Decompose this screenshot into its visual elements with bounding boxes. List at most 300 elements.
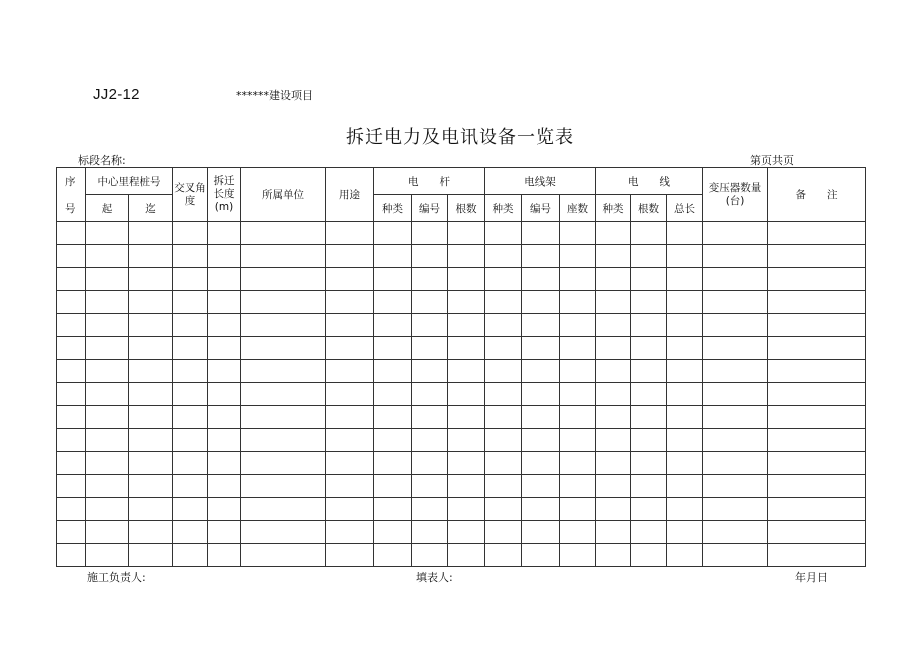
table-cell[interactable]: [241, 291, 326, 314]
table-cell[interactable]: [485, 475, 522, 498]
table-cell[interactable]: [241, 429, 326, 452]
table-cell[interactable]: [173, 222, 208, 245]
table-cell[interactable]: [703, 245, 768, 268]
table-cell[interactable]: [412, 383, 448, 406]
table-cell[interactable]: [412, 291, 448, 314]
table-cell[interactable]: [631, 475, 667, 498]
table-cell[interactable]: [560, 245, 596, 268]
table-cell[interactable]: [631, 337, 667, 360]
table-cell[interactable]: [129, 383, 173, 406]
table-cell[interactable]: [631, 498, 667, 521]
table-cell[interactable]: [667, 314, 703, 337]
table-cell[interactable]: [129, 498, 173, 521]
seq-header: [57, 168, 86, 222]
table-cell[interactable]: [86, 521, 129, 544]
table-cell[interactable]: [667, 337, 703, 360]
table-cell[interactable]: [57, 360, 86, 383]
table-cell[interactable]: [768, 383, 866, 406]
table-cell[interactable]: [522, 337, 560, 360]
table-cell[interactable]: [522, 268, 560, 291]
table-cell[interactable]: [703, 268, 768, 291]
table-cell[interactable]: [57, 314, 86, 337]
table-cell[interactable]: [596, 245, 631, 268]
table-cell[interactable]: [374, 360, 412, 383]
page-title: 拆迁电力及电讯设备一览表: [346, 127, 574, 148]
table-cell[interactable]: [631, 521, 667, 544]
table-cell[interactable]: [485, 498, 522, 521]
table-cell[interactable]: [57, 452, 86, 475]
table-cell[interactable]: [485, 245, 522, 268]
table-cell[interactable]: [208, 383, 241, 406]
table-cell[interactable]: [374, 268, 412, 291]
table-cell[interactable]: [129, 452, 173, 475]
table-cell[interactable]: [173, 429, 208, 452]
pole-group-header: 电 杆: [374, 168, 485, 195]
table-cell[interactable]: [57, 406, 86, 429]
table-cell[interactable]: [129, 544, 173, 567]
table-cell[interactable]: [208, 245, 241, 268]
table-cell[interactable]: [485, 429, 522, 452]
pole-count-header: 根数: [448, 195, 485, 222]
table-cell[interactable]: [485, 452, 522, 475]
table-cell[interactable]: [374, 383, 412, 406]
table-cell[interactable]: [374, 245, 412, 268]
table-cell[interactable]: [596, 337, 631, 360]
table-cell[interactable]: [485, 268, 522, 291]
table-cell[interactable]: [560, 544, 596, 567]
table-cell[interactable]: [448, 245, 485, 268]
table-cell[interactable]: [326, 406, 374, 429]
table-cell[interactable]: [448, 475, 485, 498]
table-cell[interactable]: [522, 291, 560, 314]
table-cell[interactable]: [596, 498, 631, 521]
table-cell[interactable]: [596, 452, 631, 475]
table-cell[interactable]: [173, 314, 208, 337]
demolish-length-header: [208, 168, 241, 222]
table-cell[interactable]: [374, 337, 412, 360]
demolish-line3: (m): [214, 201, 234, 213]
table-cell[interactable]: [241, 268, 326, 291]
table-cell[interactable]: [560, 498, 596, 521]
section-name-label: 标段名称:: [78, 154, 126, 167]
table-cell[interactable]: [86, 314, 129, 337]
table-cell[interactable]: [412, 475, 448, 498]
table-cell[interactable]: [667, 268, 703, 291]
table-cell[interactable]: [412, 222, 448, 245]
table-cell[interactable]: [241, 498, 326, 521]
line-kind-header: 种类: [596, 195, 631, 222]
table-cell[interactable]: [631, 314, 667, 337]
table-cell[interactable]: [208, 268, 241, 291]
table-cell[interactable]: [208, 291, 241, 314]
table-cell[interactable]: [57, 291, 86, 314]
table-cell[interactable]: [374, 475, 412, 498]
table-cell[interactable]: [631, 544, 667, 567]
table-cell[interactable]: [522, 544, 560, 567]
line-group-header: 电 线: [596, 168, 703, 195]
table-cell[interactable]: [326, 337, 374, 360]
owner-header: 所属单位: [241, 168, 326, 222]
table-cell[interactable]: [667, 383, 703, 406]
table-cell[interactable]: [448, 268, 485, 291]
relocation-table: [56, 167, 866, 567]
table-cell[interactable]: [374, 222, 412, 245]
table-cell[interactable]: [412, 360, 448, 383]
table-cell[interactable]: [596, 475, 631, 498]
table-cell[interactable]: [326, 291, 374, 314]
table-cell[interactable]: [703, 429, 768, 452]
table-cell[interactable]: [208, 222, 241, 245]
table-cell[interactable]: [703, 337, 768, 360]
table-cell[interactable]: [703, 314, 768, 337]
table-cell[interactable]: [412, 521, 448, 544]
demolish-line1: 拆迁: [213, 175, 235, 187]
table-cell[interactable]: [560, 291, 596, 314]
table-cell[interactable]: [173, 475, 208, 498]
table-cell[interactable]: [596, 429, 631, 452]
table-cell[interactable]: [667, 222, 703, 245]
table-cell[interactable]: [596, 291, 631, 314]
table-cell[interactable]: [86, 475, 129, 498]
table-row: [57, 406, 866, 429]
table-cell[interactable]: [522, 452, 560, 475]
table-cell[interactable]: [412, 406, 448, 429]
table-cell[interactable]: [768, 452, 866, 475]
table-cell[interactable]: [485, 544, 522, 567]
table-cell[interactable]: [596, 314, 631, 337]
table-cell[interactable]: [703, 406, 768, 429]
page-info: 第页共页: [750, 154, 794, 167]
table-cell[interactable]: [173, 337, 208, 360]
table-cell[interactable]: [57, 268, 86, 291]
construction-lead-label: 施工负责人:: [87, 571, 146, 584]
table-cell[interactable]: [208, 498, 241, 521]
table-cell[interactable]: [667, 360, 703, 383]
table-cell[interactable]: [768, 360, 866, 383]
table-cell[interactable]: [57, 337, 86, 360]
table-cell[interactable]: [86, 245, 129, 268]
table-cell[interactable]: [522, 360, 560, 383]
table-cell[interactable]: [560, 337, 596, 360]
table-cell[interactable]: [631, 406, 667, 429]
table-cell[interactable]: [448, 406, 485, 429]
table-cell[interactable]: [667, 291, 703, 314]
table-cell[interactable]: [631, 429, 667, 452]
table-cell[interactable]: [241, 475, 326, 498]
table-cell[interactable]: [326, 360, 374, 383]
table-cell[interactable]: [667, 429, 703, 452]
table-cell[interactable]: [173, 521, 208, 544]
table-cell[interactable]: [485, 383, 522, 406]
table-cell[interactable]: [596, 360, 631, 383]
table-cell[interactable]: [374, 498, 412, 521]
table-cell[interactable]: [768, 291, 866, 314]
table-cell[interactable]: [667, 544, 703, 567]
line-length-header: 总长: [667, 195, 703, 222]
frame-kind-header: 种类: [485, 195, 522, 222]
table-cell[interactable]: [57, 429, 86, 452]
table-cell[interactable]: [57, 245, 86, 268]
table-cell[interactable]: [412, 245, 448, 268]
table-cell[interactable]: [326, 222, 374, 245]
table-cell[interactable]: [768, 544, 866, 567]
table-cell[interactable]: [57, 383, 86, 406]
table-cell[interactable]: [703, 521, 768, 544]
table-cell[interactable]: [596, 222, 631, 245]
table-cell[interactable]: [374, 452, 412, 475]
table-cell[interactable]: [560, 360, 596, 383]
pole-kind-header: 种类: [374, 195, 412, 222]
table-cell[interactable]: [326, 268, 374, 291]
table-cell[interactable]: [485, 291, 522, 314]
table-cell[interactable]: [485, 222, 522, 245]
table-cell[interactable]: [129, 222, 173, 245]
table-cell[interactable]: [86, 268, 129, 291]
table-cell[interactable]: [374, 544, 412, 567]
table-cell[interactable]: [631, 452, 667, 475]
table-cell[interactable]: [485, 406, 522, 429]
table-cell[interactable]: [596, 544, 631, 567]
table-row: [57, 314, 866, 337]
table-cell[interactable]: [129, 475, 173, 498]
table-cell[interactable]: [208, 452, 241, 475]
table-cell[interactable]: [326, 521, 374, 544]
table-cell[interactable]: [485, 314, 522, 337]
table-cell[interactable]: [241, 314, 326, 337]
table-cell[interactable]: [631, 245, 667, 268]
table-cell[interactable]: [560, 268, 596, 291]
table-cell[interactable]: [485, 521, 522, 544]
table-cell[interactable]: [241, 360, 326, 383]
table-cell[interactable]: [241, 222, 326, 245]
remarks-header: 备 注: [768, 168, 866, 222]
table-cell[interactable]: [86, 452, 129, 475]
table-cell[interactable]: [86, 222, 129, 245]
table-cell[interactable]: [86, 383, 129, 406]
table-cell[interactable]: [768, 222, 866, 245]
table-cell[interactable]: [522, 475, 560, 498]
table-cell[interactable]: [596, 268, 631, 291]
table-cell[interactable]: [173, 544, 208, 567]
table-cell[interactable]: [703, 544, 768, 567]
table-row: [57, 452, 866, 475]
table-cell[interactable]: [485, 337, 522, 360]
table-cell[interactable]: [768, 521, 866, 544]
table-cell[interactable]: [208, 521, 241, 544]
table-cell[interactable]: [173, 383, 208, 406]
table-cell[interactable]: [768, 406, 866, 429]
table-cell[interactable]: [631, 222, 667, 245]
table-cell[interactable]: [560, 222, 596, 245]
table-cell[interactable]: [522, 245, 560, 268]
table-cell[interactable]: [768, 245, 866, 268]
table-cell[interactable]: [241, 521, 326, 544]
table-cell[interactable]: [448, 222, 485, 245]
table-cell[interactable]: [703, 498, 768, 521]
table-cell[interactable]: [208, 314, 241, 337]
table-cell[interactable]: [374, 291, 412, 314]
table-cell[interactable]: [326, 498, 374, 521]
table-cell[interactable]: [86, 544, 129, 567]
table-cell[interactable]: [522, 314, 560, 337]
table-cell[interactable]: [596, 383, 631, 406]
table-cell[interactable]: [631, 383, 667, 406]
table-cell[interactable]: [129, 429, 173, 452]
table-cell[interactable]: [173, 268, 208, 291]
table-cell[interactable]: [129, 291, 173, 314]
table-cell[interactable]: [560, 383, 596, 406]
table-cell[interactable]: [560, 429, 596, 452]
table-cell[interactable]: [667, 498, 703, 521]
table-cell[interactable]: [241, 337, 326, 360]
line-count-header: 根数: [631, 195, 667, 222]
table-cell[interactable]: [560, 314, 596, 337]
table-cell[interactable]: [129, 406, 173, 429]
seq-header-bottom: 号: [65, 202, 76, 215]
center-mileage-header: 中心里程桩号: [86, 168, 173, 195]
table-cell[interactable]: [703, 222, 768, 245]
table-cell[interactable]: [57, 475, 86, 498]
table-cell[interactable]: [173, 452, 208, 475]
table-cell[interactable]: [768, 498, 866, 521]
table-cell[interactable]: [326, 383, 374, 406]
table-cell[interactable]: [560, 521, 596, 544]
table-cell[interactable]: [412, 544, 448, 567]
table-cell[interactable]: [596, 521, 631, 544]
table-cell[interactable]: [560, 475, 596, 498]
table-cell[interactable]: [129, 268, 173, 291]
table-cell[interactable]: [522, 521, 560, 544]
table-cell[interactable]: [522, 383, 560, 406]
table-cell[interactable]: [667, 475, 703, 498]
table-cell[interactable]: [241, 452, 326, 475]
table-cell[interactable]: [631, 360, 667, 383]
table-cell[interactable]: [703, 475, 768, 498]
table-cell[interactable]: [374, 429, 412, 452]
table-cell[interactable]: [129, 521, 173, 544]
table-cell[interactable]: [522, 406, 560, 429]
table-cell[interactable]: [57, 521, 86, 544]
table-cell[interactable]: [412, 452, 448, 475]
table-cell[interactable]: [129, 337, 173, 360]
table-cell[interactable]: [173, 245, 208, 268]
table-cell[interactable]: [208, 429, 241, 452]
frame-num-header: 编号: [522, 195, 560, 222]
table-cell[interactable]: [326, 544, 374, 567]
table-cell[interactable]: [631, 268, 667, 291]
table-cell[interactable]: [667, 452, 703, 475]
table-cell[interactable]: [86, 291, 129, 314]
table-cell[interactable]: [448, 521, 485, 544]
table-cell[interactable]: [173, 406, 208, 429]
table-cell[interactable]: [173, 291, 208, 314]
table-cell[interactable]: [448, 429, 485, 452]
table-cell[interactable]: [412, 337, 448, 360]
table-cell[interactable]: [86, 498, 129, 521]
pole-num-header: 编号: [412, 195, 448, 222]
table-cell[interactable]: [448, 452, 485, 475]
table-cell[interactable]: [448, 498, 485, 521]
table-cell[interactable]: [374, 314, 412, 337]
table-cell[interactable]: [596, 406, 631, 429]
transformer-header: [703, 168, 768, 222]
filler-label: 填表人:: [416, 571, 453, 584]
table-cell[interactable]: [173, 498, 208, 521]
table-cell[interactable]: [703, 291, 768, 314]
table-row: [57, 429, 866, 452]
table-cell[interactable]: [631, 291, 667, 314]
table-cell[interactable]: [412, 498, 448, 521]
table-cell[interactable]: [412, 268, 448, 291]
table-cell[interactable]: [448, 291, 485, 314]
table-cell[interactable]: [86, 429, 129, 452]
table-cell[interactable]: [374, 406, 412, 429]
table-cell[interactable]: [522, 498, 560, 521]
table-cell[interactable]: [667, 406, 703, 429]
table-cell[interactable]: [326, 314, 374, 337]
table-cell[interactable]: [57, 544, 86, 567]
table-cell[interactable]: [667, 245, 703, 268]
table-cell[interactable]: [86, 337, 129, 360]
table-cell[interactable]: [703, 360, 768, 383]
table-cell[interactable]: [208, 337, 241, 360]
table-cell[interactable]: [448, 337, 485, 360]
table-cell[interactable]: [129, 245, 173, 268]
table-cell[interactable]: [326, 475, 374, 498]
table-cell[interactable]: [129, 360, 173, 383]
table-cell[interactable]: [129, 314, 173, 337]
table-cell[interactable]: [768, 268, 866, 291]
table-cell[interactable]: [522, 429, 560, 452]
table-cell[interactable]: [448, 360, 485, 383]
table-cell[interactable]: [208, 406, 241, 429]
table-cell[interactable]: [768, 429, 866, 452]
table-cell[interactable]: [326, 429, 374, 452]
table-cell[interactable]: [173, 360, 208, 383]
table-cell[interactable]: [86, 360, 129, 383]
table-cell[interactable]: [522, 222, 560, 245]
table-cell[interactable]: [448, 314, 485, 337]
table-cell[interactable]: [768, 475, 866, 498]
table-cell[interactable]: [241, 544, 326, 567]
table-cell[interactable]: [326, 245, 374, 268]
table-cell[interactable]: [241, 406, 326, 429]
table-cell[interactable]: [448, 544, 485, 567]
table-cell[interactable]: [412, 314, 448, 337]
table-cell[interactable]: [412, 429, 448, 452]
table-cell[interactable]: [326, 452, 374, 475]
table-cell[interactable]: [241, 245, 326, 268]
table-cell[interactable]: [57, 222, 86, 245]
table-cell[interactable]: [241, 383, 326, 406]
table-cell[interactable]: [208, 360, 241, 383]
table-row: [57, 245, 866, 268]
table-cell[interactable]: [703, 452, 768, 475]
table-cell[interactable]: [667, 521, 703, 544]
table-cell[interactable]: [560, 406, 596, 429]
table-cell[interactable]: [448, 383, 485, 406]
table-cell[interactable]: [57, 498, 86, 521]
table-cell[interactable]: [208, 475, 241, 498]
table-cell[interactable]: [768, 337, 866, 360]
table-cell[interactable]: [374, 521, 412, 544]
table-cell[interactable]: [208, 544, 241, 567]
table-cell[interactable]: [703, 383, 768, 406]
table-cell[interactable]: [485, 360, 522, 383]
table-cell[interactable]: [560, 452, 596, 475]
table-cell[interactable]: [768, 314, 866, 337]
table-cell[interactable]: [86, 406, 129, 429]
